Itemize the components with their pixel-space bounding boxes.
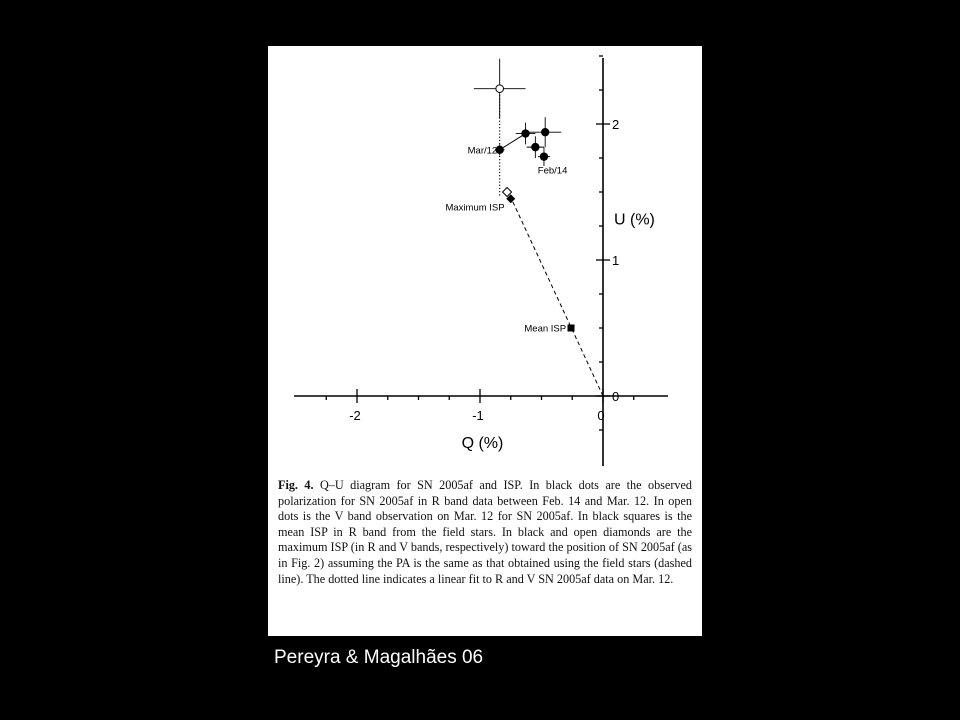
data-point-filled-circle [541,128,549,136]
data-point-open-circle [496,85,504,93]
u-axis-title: U (%) [614,211,655,229]
figure-caption [278,478,692,587]
annotation-label: Maximum ISP [445,202,505,214]
u-tick-label: 2 [612,117,620,132]
annotation-label: Mar/12 [467,145,498,157]
data-point-filled-circle [540,152,548,160]
u-tick-label: 1 [612,253,620,268]
annotation-label: Mean ISP [524,323,567,335]
solid-line [500,134,526,150]
caption-text: Q–U diagram for SN 2005af and ISP. In black dots are the observed polarization for SN 2005af in R band data between Feb. 14 and Mar. 12. In open dots is the V band observation on Mar. 12 for SN 2005af. In black squares is the mean ISP in R band from the field stars. In black and open diamonds are the maximum ISP (in R and V bands, respectively) toward the position of SN 2005af (as in Fig. 2) assuming the PA is the same as that obtained using the field stars (dashed line). The dotted line indicates a linear fit to R and V SN 2005af data on Mar. 12. [278,478,692,586]
q-tick-label: -2 [349,408,361,423]
q-tick-label: 0 [597,408,605,423]
annotation-label: Feb/14 [537,165,568,177]
figure-panel [268,46,702,636]
q-axis-title: Q (%) [461,435,504,452]
data-point-filled-circle [531,143,539,151]
dashed-line [510,195,603,396]
citation-credit: Pereyra & Magalhães 06 [274,647,484,668]
data-point-filled-square [568,325,575,332]
u-tick-label: 0 [612,389,620,404]
qu-diagram [268,46,702,471]
q-tick-label: -1 [472,408,484,423]
caption-label: Fig. 4. [278,478,314,492]
data-point-filled-circle [521,129,529,137]
